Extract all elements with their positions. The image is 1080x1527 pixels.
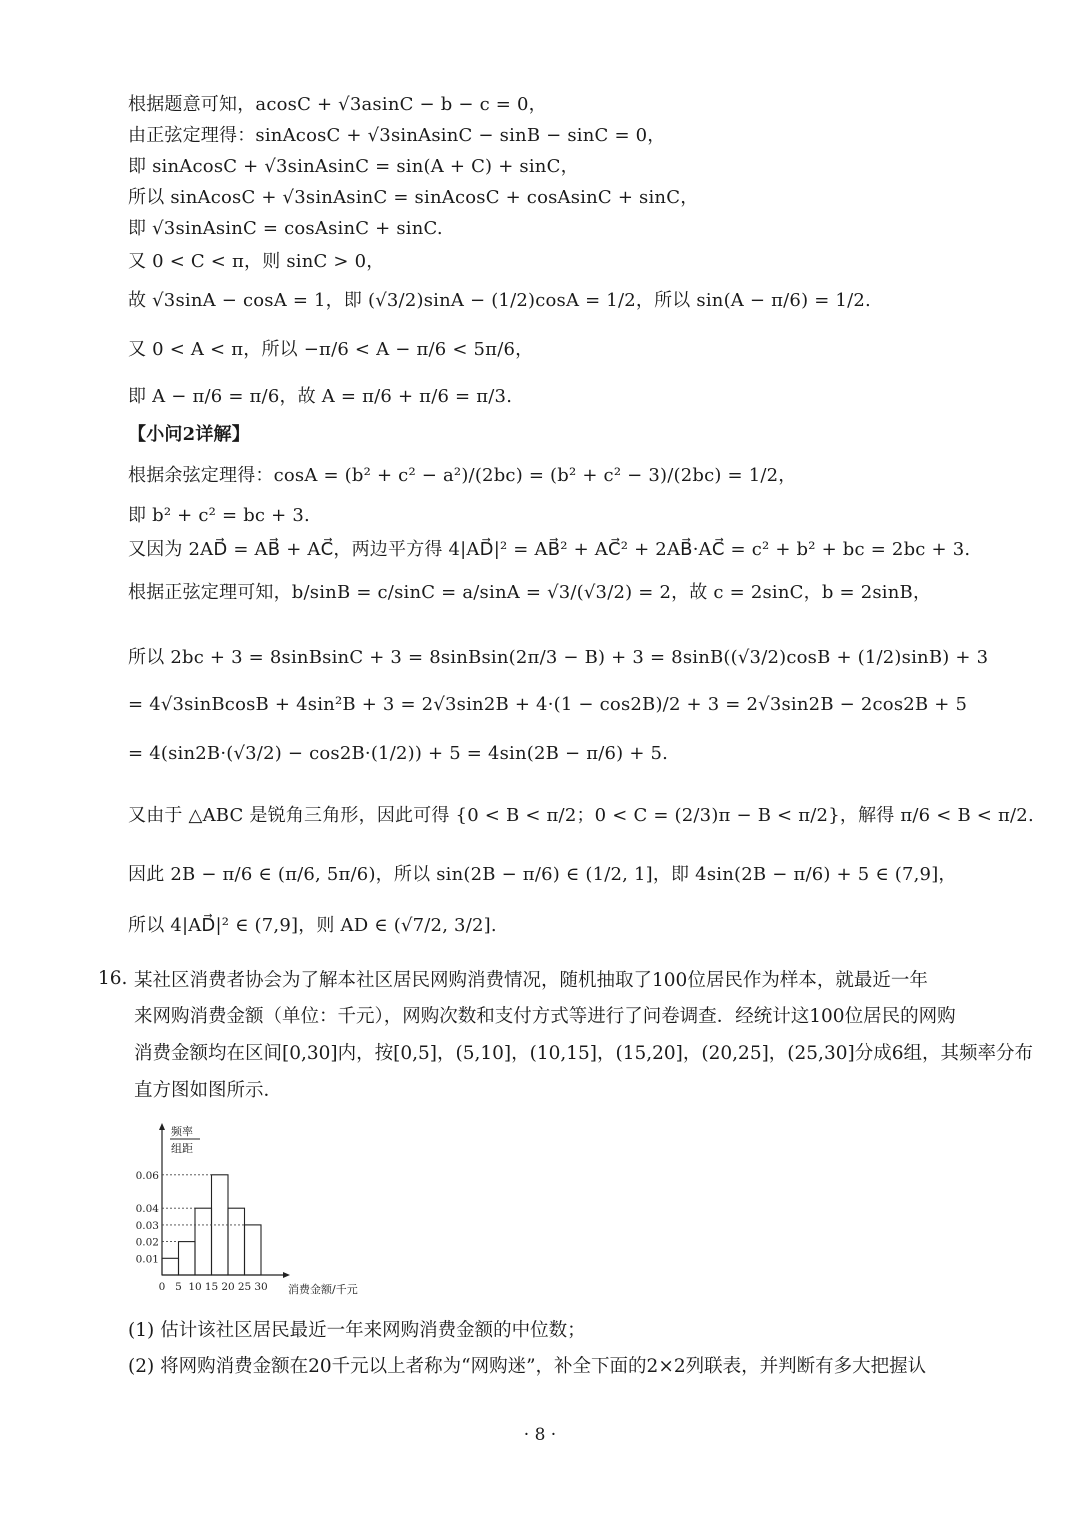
part2-line-3: 又因为 2AD⃗ = AB⃗ + AC⃗，两边平方得 4|AD⃗|² = AB⃗² + AC⃗² + 2AB⃗·AC⃗ = c² + b² + bc = 2bc + 3. [128,539,971,560]
page-number: · 8 · [523,1425,557,1445]
solution-line-6: 又 0 < C < π，则 sinC > 0， [128,251,385,272]
question-text-3: 消费金额均在区间[0,30]内，按[0,5]，(5,10]，(10,15]，(15,20]，(20,25]，(25,30]分成6组，其频率分布 [134,1043,1033,1064]
part2-line-8: 又由于 △ABC 是锐角三角形，因此可得 {0 < B < π/2；0 < C = (2/3)π − B < π/2}，解得 π/6 < B < π/2. [128,805,1034,826]
part2-line-6: = 4√3sinBcosB + 4sin²B + 3 = 2√3sin2B + 4·(1 − cos2B)/2 + 3 = 2√3sin2B − 2cos2B + 5 [128,694,968,715]
y-tick-label: 0.03 [135,1219,159,1232]
solution-line-2: 由正弦定理得：sinAcosC + √3sinAsinC − sinB − sinC = 0， [128,125,666,146]
y-tick-label: 0.04 [135,1203,159,1216]
histogram-bar [162,1258,179,1275]
subquestion-1: (1) 估计该社区居民最近一年来网购消费金额的中位数； [128,1320,586,1341]
x-tick-label: 0 [158,1281,166,1293]
part2-line-9: 因此 2B − π/6 ∈ (π/6, 5π/6)，所以 sin(2B − π/6) ∈ (1/2, 1]，即 4sin(2B − π/6) + 5 ∈ (7,9]， [128,864,957,885]
histogram-bar [195,1208,212,1275]
part2-line-10: 所以 4|AD⃗|² ∈ (7,9]，则 AD ∈ (√7/2, 3/2]. [128,915,497,936]
solution-line-1: 根据题意可知，acosC + √3asinC − b − c = 0， [128,94,547,115]
y-tick-label: 0.02 [135,1236,159,1249]
question-text-4: 直方图如图所示． [134,1080,283,1101]
frequency-histogram [120,1118,410,1303]
xlabel: 消费金额/千元 [288,1283,358,1296]
histogram-bar [245,1225,262,1275]
x-tick-label: 5 [175,1281,182,1293]
question-text-1: 某社区消费者协会为了解本社区居民网购消费情况，随机抽取了100位居民作为样本，就最近一年 [134,970,928,991]
part2-line-5: 所以 2bc + 3 = 8sinBsinC + 3 = 8sinBsin(2π/3 − B) + 3 = 8sinB((√3/2)cosB + (1/2)sinB) + 3 [128,647,989,668]
x-tick-label: 25 [237,1281,252,1293]
y-axis-arrow [159,1123,165,1130]
part2-line-1: 根据余弦定理得：cosA = (b² + c² − a²)/(2bc) = (b² + c² − 3)/(2bc) = 1/2， [128,465,797,486]
x-tick-label: 30 [254,1281,268,1293]
x-axis-arrow [283,1272,290,1278]
x-tick-label: 15 [204,1281,219,1293]
y-tick-label: 0.06 [135,1169,159,1182]
part2-line-4: 根据正弦定理可知，b/sinB = c/sinC = a/sinA = √3/(√3/2) = 2，故 c = 2sinC，b = 2sinB， [128,582,932,603]
x-tick-label: 10 [188,1281,202,1293]
solution-line-9: 即 A − π/6 = π/6，故 A = π/6 + π/6 = π/3. [128,386,513,407]
solution-line-8: 又 0 < A < π，所以 −π/6 < A − π/6 < 5π/6， [128,339,534,360]
solution-line-5: 即 √3sinAsinC = cosAsinC + sinC. [128,218,443,239]
question-text-2: 来网购消费金额（单位：千元），网购次数和支付方式等进行了问卷调查．经统计这100位居民的网购 [134,1006,956,1027]
x-tick-label: 20 [221,1281,235,1293]
ylabel-bottom: 组距 [171,1142,193,1155]
solution-line-7: 故 √3sinA − cosA = 1，即 (√3/2)sinA − (1/2)cosA = 1/2，所以 sin(A − π/6) = 1/2. [128,290,871,311]
histogram-bar [228,1208,245,1275]
y-tick-label: 0.01 [135,1253,159,1266]
part2-line-7: = 4(sin2B·(√3/2) − cos2B·(1/2)) + 5 = 4sin(2B − π/6) + 5. [128,743,669,764]
solution-line-3: 即 sinAcosC + √3sinAsinC = sin(A + C) + sinC， [128,156,579,177]
solution-line-4: 所以 sinAcosC + √3sinAsinC = sinAcosC + cosAsinC + sinC， [128,187,699,208]
part2-heading: 【小问2详解】 [128,424,250,445]
part2-line-2: 即 b² + c² = bc + 3. [128,505,310,526]
histogram-bar [179,1242,196,1275]
question-number: 16. [98,968,128,989]
subquestion-2: (2) 将网购消费金额在20千元以上者称为“网购迷”，补全下面的2×2列联表，并判断有多大把握认 [128,1356,927,1377]
ylabel-top: 频率 [171,1125,193,1138]
